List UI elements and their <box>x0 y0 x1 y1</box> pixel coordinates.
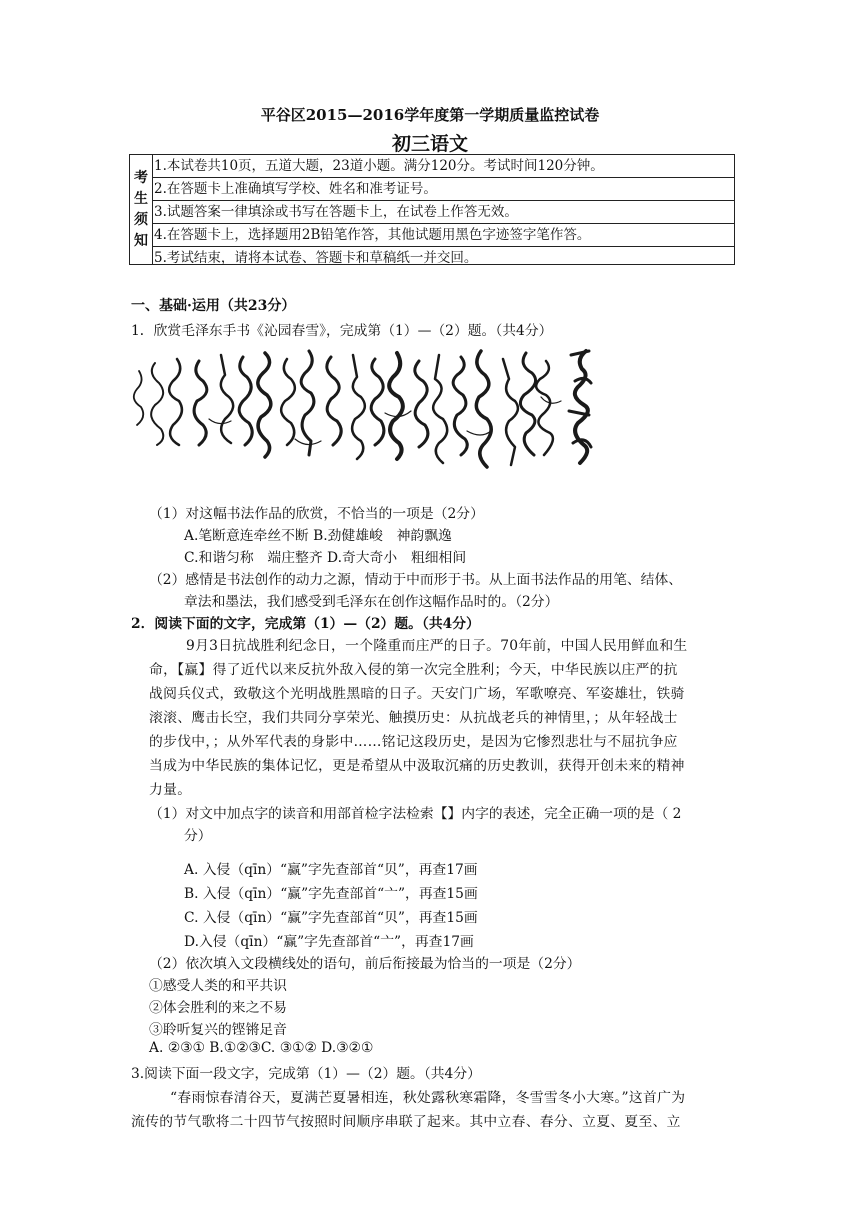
notice-label-char: 考 <box>134 169 148 186</box>
question-2-sub1-line2: 分） <box>184 828 212 844</box>
section-heading: 一、基础·运用（共23分） <box>131 298 296 314</box>
notice-item: 2.在答题卡上准确填写学校、姓名和准考证号。 <box>152 178 734 201</box>
exam-notice-table <box>129 154 735 265</box>
question-2-option: B. 入侵（qīn）“赢”字先查部首“亠”，再查15画 <box>184 886 478 902</box>
question-2-option: A. 入侵（qīn）“赢”字先查部首“贝”，再查17画 <box>184 862 478 878</box>
question-1-stem: 1．欣赏毛泽东手书《沁园春雪》，完成第（1）—（2）题。（共4分） <box>131 323 553 339</box>
passage-line: 的步伐中，；从外军代表的身影中……铭记这段历史，是因为它惨烈悲壮与不屈抗争应 <box>149 734 678 750</box>
question-1-sub1: （1）对这幅书法作品的欣赏，不恰当的一项是（2分） <box>149 506 484 522</box>
question-1-options-line1: A.笔断意连牵丝不断 B.劲健雄峻 神韵飘逸 <box>184 528 452 544</box>
passage-line: 9月3日抗战胜利纪念日，一个隆重而庄严的日子。70年前，中国人民用鲜血和生 <box>186 638 688 654</box>
question-2-option: D.入侵（qīn）“赢”字先查部首“亠”，再查17画 <box>184 934 474 950</box>
choice-line: ②体会胜利的来之不易 <box>149 1000 287 1016</box>
passage-line: 命，【赢】得了近代以来反抗外敌入侵的第一次完全胜利；今天，中华民族以庄严的抗 <box>149 662 678 678</box>
notice-item: 3.试题答案一律填涂或书写在答题卡上，在试卷上作答无效。 <box>152 201 734 224</box>
passage-line: 战阅兵仪式，致敬这个光明战胜黑暗的日子。天安门广场，军歌嘹亮、军姿雄壮，铁骑 <box>149 686 685 702</box>
question-2-option: C. 入侵（qīn）“赢”字先查部首“贝”，再查15画 <box>184 910 478 926</box>
passage-line: 流传的节气歌将二十四节气按照时间顺序串联了起来。其中立春、春分、立夏、夏至、立 <box>131 1114 681 1130</box>
question-1-options-line2: C.和谐匀称 端庄整齐 D.奇大奇小 粗细相间 <box>184 550 467 566</box>
notice-label <box>130 155 153 264</box>
passage-line: “春雨惊春清谷天，夏满芒夏暑相连，秋处露秋寒霜降，冬雪雪冬小大寒。”这首广为 <box>170 1090 686 1106</box>
question-2-sub2: （2）依次填入文段横线处的语句，前后衔接最为恰当的一项是（2分） <box>149 956 581 972</box>
answer-options: A. ②③① B.①②③C. ③①② D.③②① <box>149 1040 374 1056</box>
notice-item: 1.本试卷共10页，五道大题，23道小题。满分120分。考试时间120分钟。 <box>152 155 734 178</box>
notice-label-char: 生 <box>134 190 148 207</box>
choice-line: ①感受人类的和平共识 <box>149 978 287 994</box>
notice-label-char: 知 <box>134 232 148 249</box>
passage-line: 当成为中华民族的集体记忆，更是希望从中汲取沉痛的历史教训，获得开创未来的精神 <box>149 758 685 774</box>
question-1-sub2-line1: （2）感情是书法创作的动力之源，情动于中而形于书。从上面书法作品的用笔、结体、 <box>149 572 683 588</box>
question-2-sub1-line1: （1）对文中加点字的读音和用部首检字法检索【】内字的表述，完全正确一项的是（ 2 <box>149 806 682 822</box>
exam-title: 平谷区2015—2016学年度第一学期质量监控试卷 <box>260 106 600 124</box>
passage-line: 滚滚、鹰击长空，我们共同分享荣光、触摸历史：从抗战老兵的神情里，；从年轻战士 <box>149 710 678 726</box>
passage-line: 力量。 <box>149 782 192 798</box>
notice-item: 4.在答题卡上，选择题用2B铅笔作答，其他试题用黑色字迹签字笔作答。 <box>152 224 734 247</box>
choice-line: ③聆听复兴的铿锵足音 <box>149 1022 287 1038</box>
question-1-sub2-line2: 章法和墨法，我们感受到毛泽东在创作这幅作品时的。（2分） <box>184 594 559 610</box>
question-3-stem: 3.阅读下面一段文字，完成第（1）—（2）题。（共4分） <box>131 1066 481 1082</box>
question-2-stem: 2．阅读下面的文字，完成第（1）—（2）题。（共4分） <box>131 616 480 632</box>
notice-item: 5.考试结束，请将本试卷、答题卡和草稿纸一并交回。 <box>154 250 478 266</box>
notice-label-char: 须 <box>134 211 148 228</box>
calligraphy-image <box>131 341 603 489</box>
subject-title: 初三语文 <box>391 133 468 155</box>
